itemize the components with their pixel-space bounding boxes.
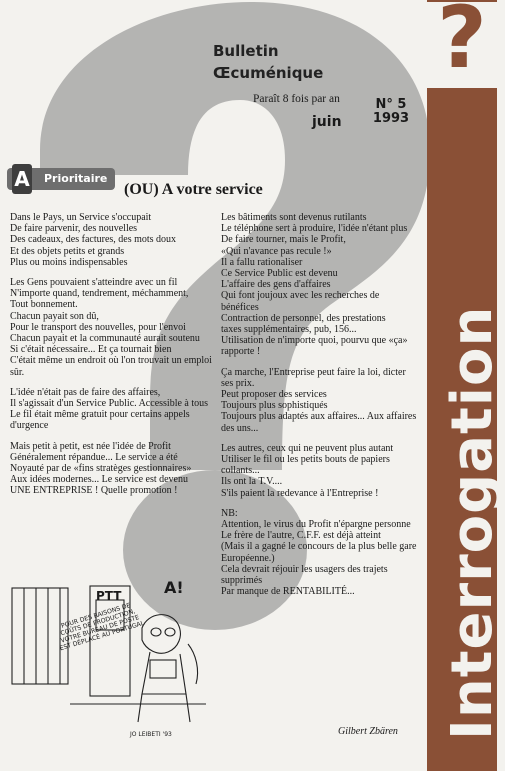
text-line: De faire tourner, mais le Profit, — [221, 234, 346, 246]
text-line: Ils ont la T.V.... — [221, 476, 283, 488]
issue-month: juin — [312, 114, 342, 130]
text-line: Chacun payait et la communauté aurait soutenu — [10, 333, 200, 345]
publication-title: Interrogation — [440, 305, 505, 740]
masthead-title — [213, 40, 323, 84]
issue-year: 1993 — [372, 111, 410, 126]
text-line: Il s'agissait d'un Service Public. Accessible à tous — [10, 398, 209, 410]
paragraph — [221, 367, 419, 434]
text-line: Utiliser le fil ou les petits bouts de papiers collants... — [221, 454, 390, 477]
priority-badge-letter: A — [12, 164, 32, 194]
text-line: Par manque de RENTABILITÉ... — [221, 586, 355, 598]
text-line: Ce Service Public est devenu — [221, 268, 338, 280]
masthead-title-line2: Œcuménique — [213, 64, 324, 82]
text-line: Plus ou moins indispensables — [10, 256, 128, 268]
text-line: NB: — [221, 507, 238, 519]
text-line: Noyauté par de «fins stratèges gestionnaires» — [10, 463, 192, 475]
paragraph — [10, 387, 215, 432]
paragraph — [221, 508, 419, 598]
text-line: Il a fallu rationaliser — [221, 256, 303, 268]
text-line: Si c'était nécessaire... Et ça tournait bien — [10, 344, 172, 356]
sidebar-question-box — [427, 2, 497, 88]
text-line: Pour le transport des nouvelles, pour l'envoi — [10, 321, 186, 333]
text-line: Aux idées modernes... Le service est devenu — [10, 474, 188, 486]
text-line: Le téléphone sert à produire, l'idée n'étant plus — [221, 223, 408, 235]
ptt-label: PTT — [96, 589, 122, 603]
issue-number: N° 5 — [375, 97, 407, 112]
text-line: Toujours plus adaptés aux affaires... Aux affaires des uns... — [221, 411, 417, 434]
text-line: Utilisation de n'importe quoi, pourvu que «ça» rapporte ! — [221, 335, 408, 358]
text-line: Les autres, ceux qui ne peuvent plus autant — [221, 442, 394, 454]
text-line: Toujours plus sophistiqués — [221, 400, 328, 412]
text-line: Attention, le virus du Profit n'épargne personne — [221, 519, 411, 531]
priority-badge-label: Prioritaire — [44, 172, 108, 185]
text-line: De faire parvenir, des nouvelles — [10, 223, 138, 235]
paragraph — [10, 277, 215, 378]
text-line: (Mais il a gagné le concours de la plus belle gare Européenne.) — [221, 541, 417, 564]
text-line: L'idée n'était pas de faire des affaires, — [10, 386, 161, 398]
text-line: Ça marche, l'Entreprise peut faire la loi, dicter ses prix. — [221, 366, 406, 389]
text-line: taxes supplémentaires, pub, 156... — [221, 324, 357, 336]
issue-number-block — [357, 98, 425, 126]
article-right-column — [221, 212, 419, 607]
publication-frequency: Paraît 8 fois par an — [253, 93, 340, 105]
author-signature: Gilbert Zbären — [338, 726, 398, 737]
text-line: Des cadeaux, des factures, des mots doux — [10, 234, 177, 246]
text-line: Dans le Pays, un Service s'occupait — [10, 212, 152, 223]
text-line: Généralement répandue... Le service a été — [10, 451, 178, 463]
masthead-title-line1: Bulletin — [213, 42, 279, 60]
text-line: Contraction de personnel, des prestations — [221, 312, 386, 324]
question-mark-logo: ? — [437, 0, 487, 88]
text-line: «Qui n'avance pas recule !» — [221, 245, 332, 257]
text-line: Les Gens pouvaient s'atteindre avec un fil — [10, 277, 178, 289]
text-line: Le frère de l'autre, C.F.F. est déjà atteint — [221, 530, 381, 542]
text-line: Qui font joujoux avec les recherches de bénéfices — [221, 290, 380, 313]
cartoon-exclamation: A! — [164, 578, 184, 597]
text-line: Et des objets petits et grands — [10, 245, 125, 257]
text-line: Peut proposer des services — [221, 389, 327, 401]
text-line: UNE ENTREPRISE ! Quelle promotion ! — [10, 485, 178, 497]
paragraph — [221, 443, 419, 499]
text-line: Les bâtiments sont devenus rutilants — [221, 212, 367, 223]
paragraph — [221, 212, 419, 358]
text-line: Cela devrait réjouir les usagers des trajets supprimés — [221, 563, 388, 587]
text-line: Mais petit à petit, est née l'idée de Profit — [10, 440, 171, 452]
paragraph — [10, 441, 215, 497]
paragraph — [10, 212, 215, 268]
article-left-column — [10, 212, 215, 506]
text-line: S'ils paient la redevance à l'Entreprise ! — [221, 487, 379, 499]
text-line: N'importe quand, tendrement, méchamment, — [10, 288, 189, 300]
text-line: C'était même un endroit où l'on trouvait un emploi sûr. — [10, 355, 212, 378]
cartoon-artist-signature: JO LEIBETI '93 — [130, 731, 172, 738]
text-line: Le fil était même gratuit pour certains appels d'urgence — [10, 409, 190, 432]
text-line: Chacun payait son dû, — [10, 310, 99, 322]
article-headline: (OU) A votre service — [124, 181, 263, 198]
cartoon-sign: POUR DES RAISONS DE COÛTS DE PRODUCTION, VOTRE BUREAU DE POSTE EST DÉPLACÉ AU PORTUGAL — [59, 602, 146, 653]
text-line: L'affaire des gens d'affaires — [221, 279, 331, 291]
text-line: Tout bonnement. — [10, 299, 78, 311]
